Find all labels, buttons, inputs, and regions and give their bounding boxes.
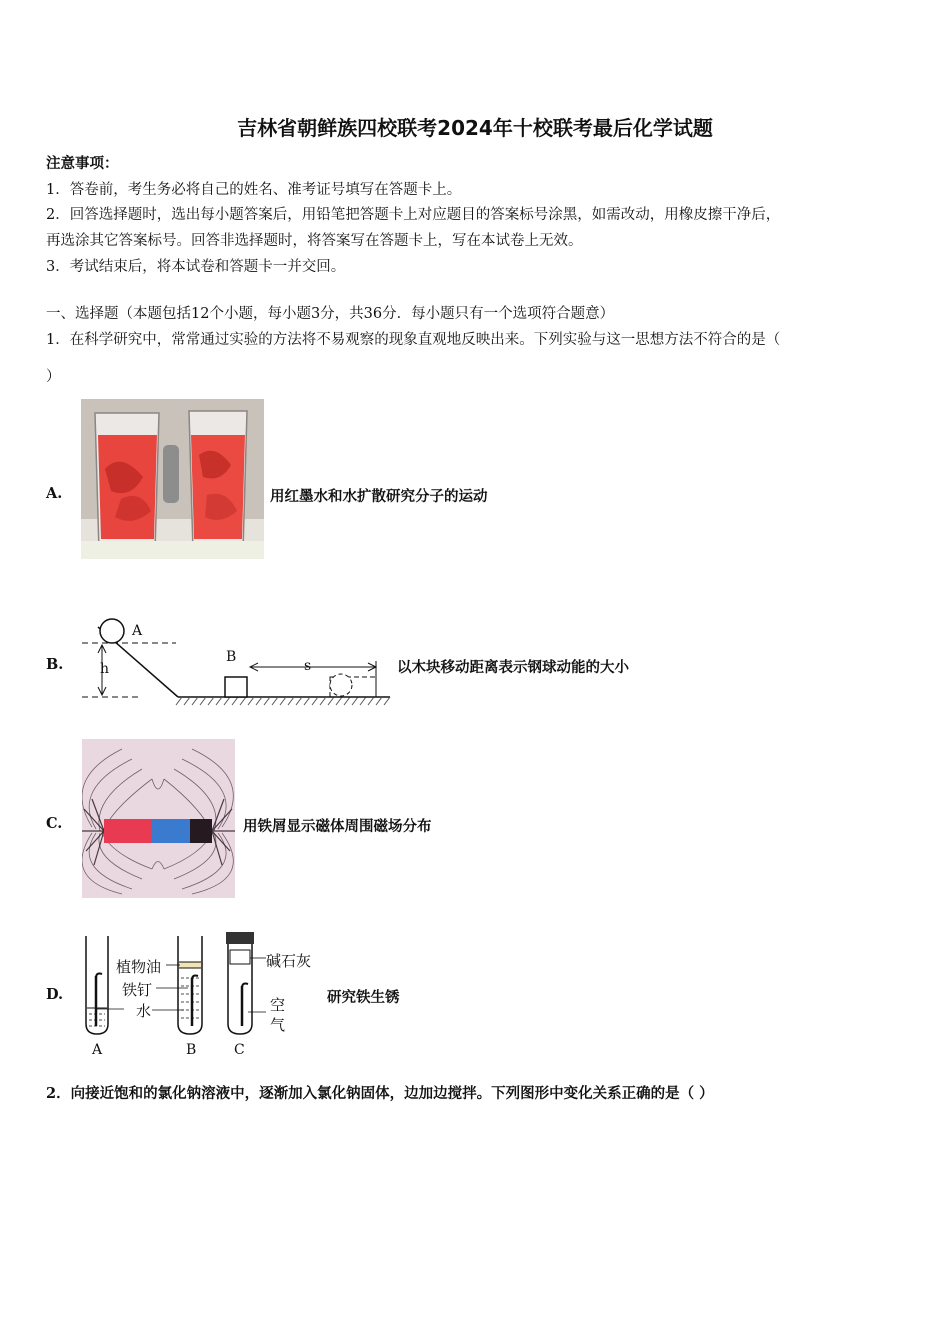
option-b-letter: B. — [46, 656, 64, 673]
option-a-text: 用红墨水和水扩散研究分子的运动 — [270, 488, 488, 505]
water-label: 水 — [136, 1002, 152, 1020]
tube-b-label: B — [186, 1042, 197, 1058]
magnet-photo — [82, 739, 235, 898]
notice-heading: 注意事项： — [46, 155, 119, 172]
tube-c-label: C — [234, 1042, 245, 1058]
oil-label: 植物油 — [116, 958, 162, 976]
option-a-letter: A. — [46, 485, 63, 502]
question-2-stem: 2．向接近饱和的氯化钠溶液中，逐渐加入氯化钠固体，边加边搅拌。下列图形中变化关系正确的是（ ） — [46, 1085, 714, 1102]
notice-item: 1．答卷前，考生务必将自己的姓名、准考证号填写在答题卡上。 — [46, 182, 462, 198]
notice-item: 2．回答选择题时，选出每小题答案后，用铅笔把答题卡上对应题目的答案标号涂黑，如需改动，用橡皮擦干净后， — [46, 207, 781, 223]
beakers-photo — [81, 399, 264, 559]
ball-label: A — [132, 623, 143, 639]
option-c-letter: C. — [46, 815, 63, 832]
tube-a-label: A — [92, 1042, 103, 1058]
option-d-text: 研究铁生锈 — [327, 989, 400, 1006]
option-c-text: 用铁屑显示磁体周围磁场分布 — [243, 818, 432, 835]
option-d-letter: D. — [46, 986, 64, 1003]
question-1-stem-end: ） — [46, 369, 61, 385]
lime-label: 碱石灰 — [266, 952, 312, 970]
block-label: B — [226, 649, 237, 665]
distance-label: s — [304, 658, 312, 674]
option-b-text: 以木块移动距离表示钢球动能的大小 — [397, 659, 629, 676]
notice-item: 3．考试结束后，将本试卷和答题卡一并交回。 — [46, 259, 346, 275]
question-1-stem: 1．在科学研究中，常常通过实验的方法将不易观察的现象直观地反映出来。下列实验与这一思想方法不符合的是（ — [46, 332, 781, 348]
air-label-2: 气 — [270, 1016, 286, 1034]
nail-label: 铁钉 — [122, 981, 153, 999]
page-title: 吉林省朝鲜族四校联考2024年十校联考最后化学试题 — [237, 116, 713, 140]
air-label-1: 空 — [270, 996, 286, 1014]
section-heading: 一、选择题（本题包括12个小题，每小题3分，共36分．每小题只有一个选项符合题意） — [46, 306, 615, 322]
notice-item: 再选涂其它答案标号。回答非选择题时，将答案写在答题卡上，写在本试卷上无效。 — [46, 233, 583, 249]
ramp-diagram — [80, 615, 395, 710]
rust-tubes-diagram — [80, 928, 325, 1060]
height-label: h — [100, 661, 110, 677]
